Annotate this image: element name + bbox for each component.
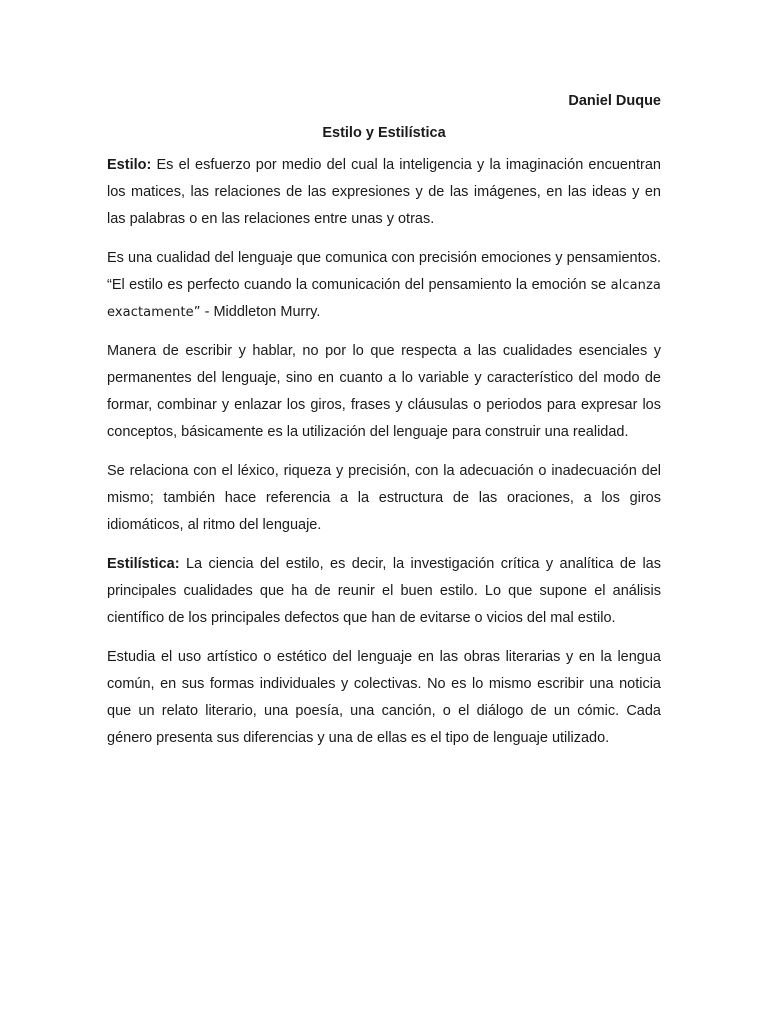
term-estilistica: Estilística: <box>107 556 180 572</box>
quote-attribution: - Middleton Murry. <box>200 304 321 320</box>
quote-text-alt-font: alcanza exactamente” <box>107 278 661 320</box>
document-page <box>107 88 661 752</box>
paragraph-text: Es una cualidad del lenguaje que comunica con precisión emociones y pensamientos. <box>107 250 661 266</box>
paragraph-text: Es el esfuerzo por medio del cual la inteligencia y la imaginación encuentran los matices, las relaciones de las expresiones y de las imágenes, en las ideas y en las palabras o en las relaciones entre unas y otras. <box>107 157 661 227</box>
term-estilo: Estilo: <box>107 157 152 173</box>
paragraph-estilistica-definition <box>107 551 661 632</box>
document-title: Estilo y Estilística <box>322 125 446 141</box>
paragraph-estilo-definition <box>107 152 661 233</box>
paragraph-estudia: Estudia el uso artístico o estético del lenguaje en las obras literarias y en la lengua común, en sus formas individuales y colectivas. No es lo mismo escribir una noticia que un relato literario, una poesía, una canción, o el diálogo de un cómic. Cada género presenta sus diferencias y una de ellas es el tipo de lenguaje utilizado. <box>107 649 661 746</box>
author-name: Daniel Duque <box>568 93 661 109</box>
paragraph-text: La ciencia del estilo, es decir, la investigación crítica y analítica de las principales cualidades que ha de reunir el buen estilo. Lo que supone el análisis científico de los principales defectos que han de evitarse o vicios del mal estilo. <box>107 556 661 626</box>
paragraph-cualidad <box>107 245 661 326</box>
quote-text: “El estilo es perfecto cuando la comunicación del pensamiento la emoción se <box>107 277 611 293</box>
paragraph-manera: Manera de escribir y hablar, no por lo que respecta a las cualidades esenciales y permanentes del lenguaje, sino en cuanto a lo variable y característico del modo de formar, combinar y enlazar los giros, frases y cláusulas o periodos para expresar los conceptos, básicamente es la utilización del lenguaje para construir una realidad. <box>107 343 661 440</box>
paragraph-relaciona: Se relaciona con el léxico, riqueza y precisión, con la adecuación o inadecuación del mismo; también hace referencia a la estructura de las oraciones, a los giros idiomáticos, al ritmo del lenguaje. <box>107 463 661 533</box>
